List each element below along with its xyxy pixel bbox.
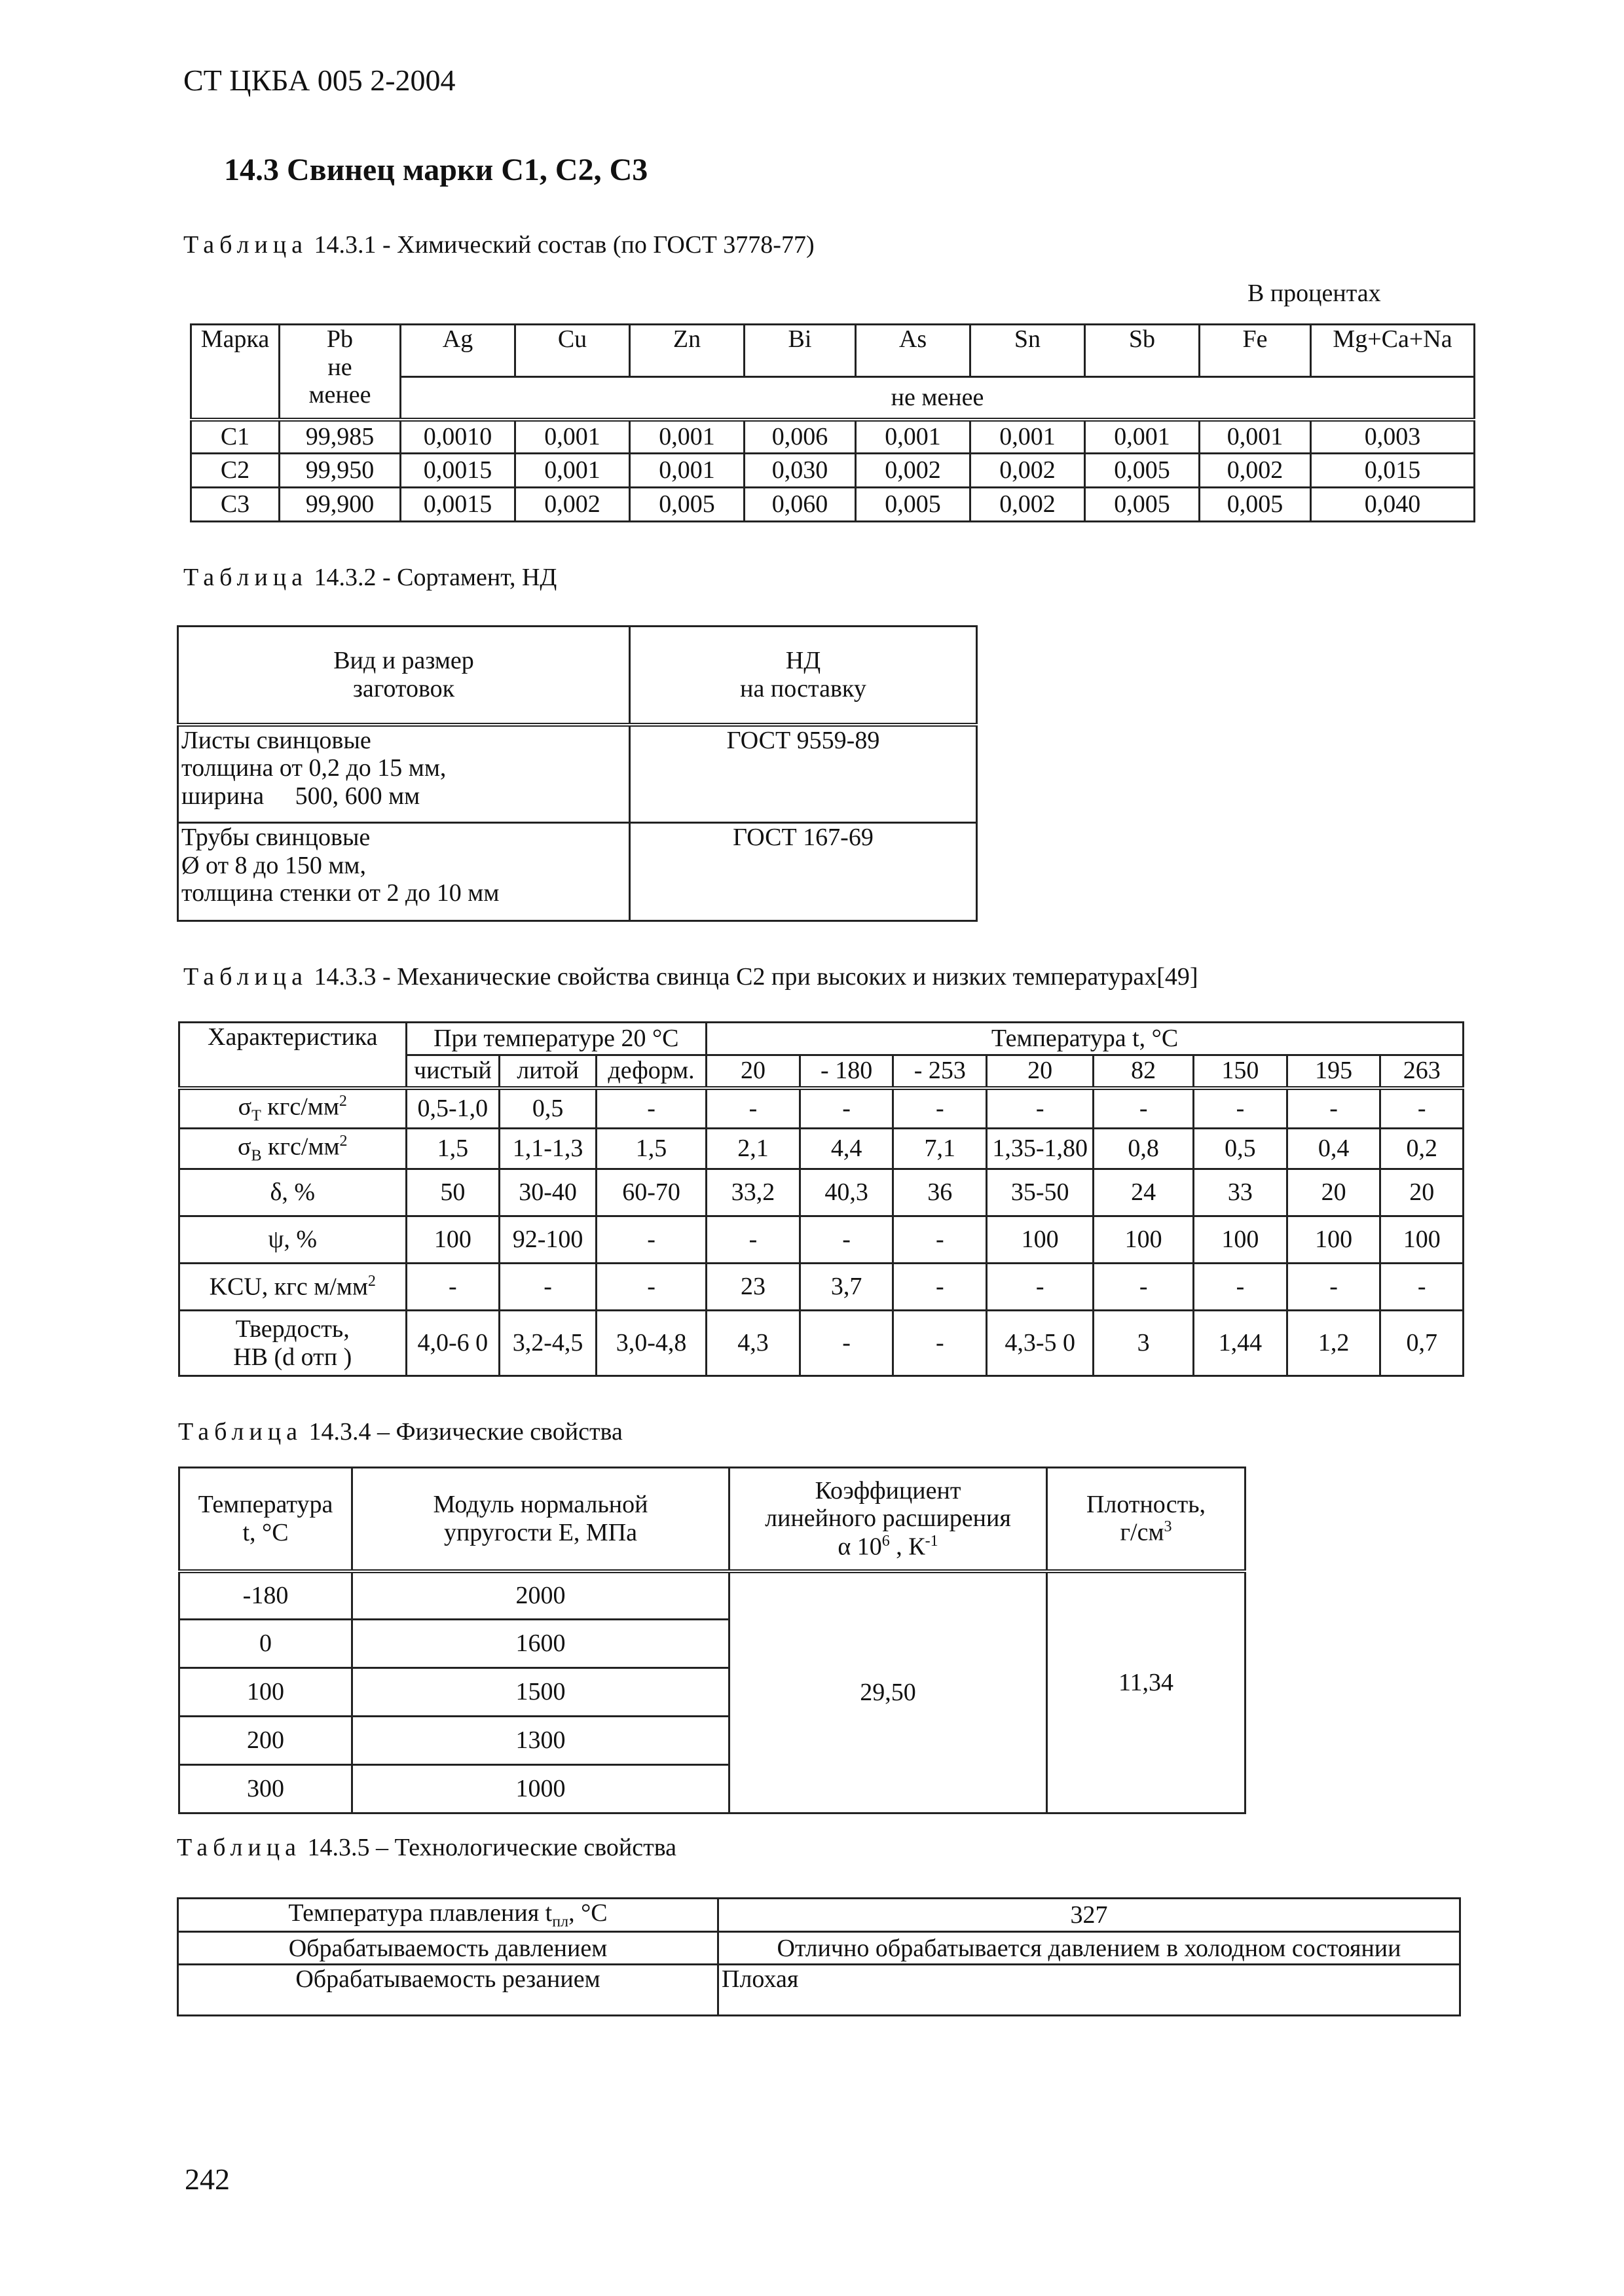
cell: 0,8	[1094, 1129, 1194, 1169]
cell: 0,5	[500, 1088, 597, 1129]
cell: 2,1	[707, 1129, 800, 1169]
header-element: Zn	[630, 325, 745, 377]
cell: 1,5	[596, 1129, 706, 1169]
cell: 99,950	[280, 454, 401, 488]
row-label: $\sigma_Т$ кгс/$мм^2$	[179, 1088, 407, 1129]
cell: 0,5-1,0	[406, 1088, 500, 1129]
row-label: $\sigma_В$ кгс/$мм^2$	[179, 1129, 407, 1169]
cell: 0,2	[1380, 1129, 1464, 1169]
cell: 35-50	[987, 1169, 1094, 1216]
table-caption-1: Таблица 14.3.1 - Химический состав (по ГОСТ 3778-77)	[183, 231, 815, 259]
cell: 20	[1380, 1169, 1464, 1216]
subheader: 150	[1194, 1055, 1287, 1088]
cell: 0,002	[970, 488, 1085, 522]
cell: -	[596, 1088, 706, 1129]
cell: -180	[179, 1571, 352, 1620]
cell: 1,5	[406, 1129, 500, 1169]
cell: 7,1	[893, 1129, 987, 1169]
subheader: литой	[500, 1055, 597, 1088]
cell: -	[893, 1311, 987, 1376]
header-temperature: Температура t, °С	[179, 1468, 352, 1571]
cell: -	[1194, 1264, 1287, 1311]
physical-properties-table	[178, 1467, 1246, 1814]
table-caption-5: Таблица 14.3.5 – Технологические свойства	[177, 1834, 676, 1861]
cell: С3	[191, 488, 280, 522]
row-label: Обрабатываемость давлением	[178, 1932, 718, 1965]
cell: 0,001	[1085, 420, 1200, 454]
subheader: - 180	[800, 1055, 893, 1088]
row-label: KCU, кгс $м/мм^2$	[179, 1264, 407, 1311]
subheader: деформ.	[596, 1055, 706, 1088]
header-element: Ag	[401, 325, 515, 377]
cell: -	[987, 1264, 1094, 1311]
cell: 0,005	[1200, 488, 1311, 522]
header-temperature: Температура t, °С	[707, 1023, 1464, 1055]
cell: -	[1380, 1088, 1464, 1129]
cell: Плохая	[718, 1965, 1460, 2016]
cell: С1	[191, 420, 280, 454]
cell: -	[596, 1264, 706, 1311]
cell: 0,002	[1200, 454, 1311, 488]
header-density: Плотность, $г/см^3$	[1047, 1468, 1246, 1571]
cell: 0,003	[1311, 420, 1475, 454]
cell: 0,002	[515, 488, 630, 522]
cell: 0,006	[745, 420, 856, 454]
cell: 3,7	[800, 1264, 893, 1311]
cell: 4,0-6 0	[406, 1311, 500, 1376]
cell: -	[893, 1264, 987, 1311]
row-label: Температура плавления $t_{пл}$, °С	[178, 1899, 718, 1932]
cell: 20	[1287, 1169, 1380, 1216]
cell: 92-100	[500, 1216, 597, 1264]
subheader: 20	[707, 1055, 800, 1088]
table-row	[179, 1169, 1464, 1216]
table-row	[179, 1311, 1464, 1376]
cell: Отлично обрабатывается давлением в холодном состоянии	[718, 1932, 1460, 1965]
cell: 1,2	[1287, 1311, 1380, 1376]
table-row	[179, 1216, 1464, 1264]
cell: -	[1094, 1088, 1194, 1129]
header-nd: НД на поставку	[630, 627, 977, 725]
cell: 23	[707, 1264, 800, 1311]
cell: 0,001	[630, 454, 745, 488]
cell: 0,005	[856, 488, 970, 522]
cell: 2000	[352, 1571, 729, 1620]
header-element: Sb	[1085, 325, 1200, 377]
cell: -	[406, 1264, 500, 1311]
cell: 60-70	[596, 1169, 706, 1216]
header-at-20: При температуре 20 °С	[406, 1023, 707, 1055]
cell: 0,002	[970, 454, 1085, 488]
cell: 300	[179, 1765, 352, 1813]
header-not-more: не менее	[401, 377, 1475, 420]
cell: -	[800, 1216, 893, 1264]
cell: 1600	[352, 1620, 729, 1668]
cell: 1,35-1,80	[987, 1129, 1094, 1169]
cell: 99,900	[280, 488, 401, 522]
cell: 0,001	[515, 454, 630, 488]
cell: 50	[406, 1169, 500, 1216]
cell: 4,3	[707, 1311, 800, 1376]
table-row	[178, 1965, 1460, 2016]
nd-standard: ГОСТ 167-69	[630, 823, 977, 921]
cell: 100	[1194, 1216, 1287, 1264]
cell: 36	[893, 1169, 987, 1216]
subheader: 195	[1287, 1055, 1380, 1088]
cell: 0,0015	[401, 454, 515, 488]
blank-description: Трубы свинцовые Ø от 8 до 150 мм, толщина стенки от 2 до 10 мм	[178, 823, 630, 921]
header-element: Cu	[515, 325, 630, 377]
header-grade: Марка	[191, 325, 280, 420]
cell: 33	[1194, 1169, 1287, 1216]
header-element: Mg+Ca+Na	[1311, 325, 1475, 377]
cell: 0,005	[630, 488, 745, 522]
table-caption-3: Таблица 14.3.3 - Механические свойства свинца С2 при высоких и низких температурах[49]	[183, 963, 1198, 991]
cell: 1000	[352, 1765, 729, 1813]
cell: 0,030	[745, 454, 856, 488]
cell: 0,0015	[401, 488, 515, 522]
header-pb: Pb не менее	[280, 325, 401, 420]
cell: 0	[179, 1620, 352, 1668]
cell: 30-40	[500, 1169, 597, 1216]
blank-description: Листы свинцовые толщина от 0,2 до 15 мм, ширина 500, 600 мм	[178, 725, 630, 823]
cell: 0,4	[1287, 1129, 1380, 1169]
cell: 200	[179, 1717, 352, 1765]
table-row	[179, 1088, 1464, 1129]
subheader: 263	[1380, 1055, 1464, 1088]
header-element: Sn	[970, 325, 1085, 377]
header-blank-type: Вид и размер заготовок	[178, 627, 630, 725]
subheader: чистый	[406, 1055, 500, 1088]
header-characteristic: Характеристика	[179, 1023, 407, 1088]
subheader: 82	[1094, 1055, 1194, 1088]
cell: 0,001	[630, 420, 745, 454]
nd-standard: ГОСТ 9559-89	[630, 725, 977, 823]
cell: -	[707, 1216, 800, 1264]
table-row	[178, 1932, 1460, 1965]
cell: 0,005	[1085, 488, 1200, 522]
cell: 3	[1094, 1311, 1194, 1376]
cell: -	[893, 1088, 987, 1129]
cell: 0,015	[1311, 454, 1475, 488]
density-value: 11,34	[1047, 1571, 1246, 1813]
cell: 0,7	[1380, 1311, 1464, 1376]
cell: 0,040	[1311, 488, 1475, 522]
table-row	[191, 420, 1475, 454]
assortment-table	[177, 625, 978, 922]
cell: -	[596, 1216, 706, 1264]
cell: -	[800, 1311, 893, 1376]
cell: -	[500, 1264, 597, 1311]
table-row	[178, 823, 977, 921]
table-row	[178, 725, 977, 823]
header-element: As	[856, 325, 970, 377]
units-label: В процентах	[1247, 280, 1381, 307]
table-row	[179, 1571, 1246, 1620]
header-expansion: Коэффициент линейного расширения α $10^6$ , $К^{-1}$	[729, 1468, 1047, 1571]
document-code: СТ ЦКБА 005 2-2004	[183, 64, 456, 97]
cell: 0,001	[856, 420, 970, 454]
cell: 4,4	[800, 1129, 893, 1169]
table-row	[178, 1899, 1460, 1932]
row-label: Твердость, НВ (d отп )	[179, 1311, 407, 1376]
cell: -	[800, 1088, 893, 1129]
header-modulus: Модуль нормальной упругости Е, МПа	[352, 1468, 729, 1571]
expansion-value: 29,50	[729, 1571, 1047, 1813]
cell: -	[1194, 1088, 1287, 1129]
subheader: 20	[987, 1055, 1094, 1088]
cell: 99,985	[280, 420, 401, 454]
cell: 24	[1094, 1169, 1194, 1216]
cell: 0,002	[856, 454, 970, 488]
cell: 100	[406, 1216, 500, 1264]
cell: 0,001	[1200, 420, 1311, 454]
row-label: ψ, %	[179, 1216, 407, 1264]
cell: -	[1094, 1264, 1194, 1311]
table-caption-4: Таблица 14.3.4 – Физические свойства	[178, 1418, 623, 1446]
technological-properties-table	[177, 1897, 1461, 2016]
cell: 4,3-5 0	[987, 1311, 1094, 1376]
cell: 1500	[352, 1668, 729, 1717]
table-caption-2: Таблица 14.3.2 - Сортамент, НД	[183, 564, 557, 591]
cell: -	[1287, 1264, 1380, 1311]
row-label: δ, %	[179, 1169, 407, 1216]
cell: 0,5	[1194, 1129, 1287, 1169]
table-row	[191, 488, 1475, 522]
cell: -	[1380, 1264, 1464, 1311]
chemical-composition-table	[190, 323, 1475, 522]
header-element: Fe	[1200, 325, 1311, 377]
table-row	[179, 1129, 1464, 1169]
page-number: 242	[185, 2162, 230, 2196]
cell: 100	[1094, 1216, 1194, 1264]
table-row	[191, 454, 1475, 488]
cell: 100	[987, 1216, 1094, 1264]
header-element: Bi	[745, 325, 856, 377]
table-row	[179, 1264, 1464, 1311]
row-label: Обрабатываемость резанием	[178, 1965, 718, 2016]
cell: С2	[191, 454, 280, 488]
cell: -	[1287, 1088, 1380, 1129]
cell: 0,0010	[401, 420, 515, 454]
cell: 100	[1380, 1216, 1464, 1264]
cell: 1,1-1,3	[500, 1129, 597, 1169]
cell: 100	[179, 1668, 352, 1717]
cell: -	[707, 1088, 800, 1129]
cell: 1,44	[1194, 1311, 1287, 1376]
cell: 3,2-4,5	[500, 1311, 597, 1376]
cell: -	[987, 1088, 1094, 1129]
cell: 40,3	[800, 1169, 893, 1216]
cell: 33,2	[707, 1169, 800, 1216]
cell: 3,0-4,8	[596, 1311, 706, 1376]
subheader: - 253	[893, 1055, 987, 1088]
cell: 327	[718, 1899, 1460, 1932]
cell: 100	[1287, 1216, 1380, 1264]
cell: 0,005	[1085, 454, 1200, 488]
cell: -	[893, 1216, 987, 1264]
mechanical-properties-table	[178, 1021, 1464, 1377]
cell: 1300	[352, 1717, 729, 1765]
section-title: 14.3 Свинец марки С1, С2, С3	[224, 153, 648, 187]
cell: 0,060	[745, 488, 856, 522]
cell: 0,001	[515, 420, 630, 454]
cell: 0,001	[970, 420, 1085, 454]
